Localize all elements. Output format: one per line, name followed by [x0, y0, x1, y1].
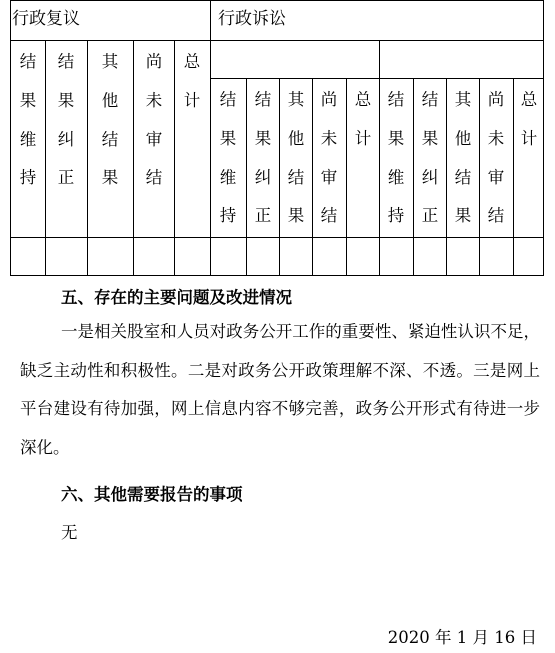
review-col-header [49, 43, 83, 198]
header-char: 正 [57, 168, 75, 188]
header-char: 果 [287, 206, 305, 226]
review-col-header [175, 43, 209, 121]
admin-review-header: 行政复议 [12, 9, 80, 29]
litigation-col-header [346, 81, 380, 159]
table-header-divider [10, 40, 544, 41]
header-char: 尚 [487, 90, 505, 109]
header-char: 其 [287, 90, 305, 109]
header-char: 尚 [320, 90, 338, 109]
header-char: 果 [454, 206, 472, 226]
header-char: 持 [19, 168, 37, 188]
header-char: 果 [19, 90, 37, 110]
litigation-col-header [413, 81, 447, 236]
header-char: 结 [421, 90, 439, 109]
admin-litigation-header: 行政诉讼 [218, 9, 286, 29]
litigation-col-header [211, 81, 245, 236]
litigation-col-header [446, 81, 480, 236]
review-col-header [93, 43, 127, 198]
litigation-col-header [279, 81, 313, 236]
header-char: 纠 [254, 167, 272, 187]
header-char: 正 [421, 206, 439, 226]
header-char: 果 [254, 128, 272, 148]
table-data-row-top [10, 237, 544, 238]
header-char: 审 [145, 129, 163, 149]
header-char: 他 [101, 90, 119, 110]
header-char: 尚 [145, 52, 163, 71]
header-char: 果 [421, 128, 439, 148]
header-char: 未 [320, 128, 338, 148]
header-char: 审 [487, 167, 505, 187]
header-char: 其 [454, 90, 472, 109]
header-char: 果 [57, 90, 75, 110]
litigation-col-header [479, 81, 513, 236]
table-col-line [133, 40, 134, 276]
header-char: 结 [454, 167, 472, 187]
header-char: 计 [354, 128, 372, 148]
table-border-bottom [10, 275, 544, 276]
header-char: 结 [219, 90, 237, 109]
header-char: 结 [145, 168, 163, 188]
section6-heading: 六、其他需要报告的事项 [61, 485, 243, 504]
table-col-line [87, 40, 88, 276]
section5-heading: 五、存在的主要问题及改进情况 [61, 288, 292, 307]
header-char: 结 [101, 129, 119, 149]
header-char: 计 [520, 128, 538, 148]
header-char: 结 [287, 167, 305, 187]
header-char: 其 [101, 52, 119, 71]
litigation-col-header [512, 81, 546, 159]
header-char: 维 [219, 167, 237, 187]
litigation-col-header [246, 81, 280, 236]
header-char: 计 [183, 90, 201, 110]
table-col-line [45, 40, 46, 276]
litigation-col-header [312, 81, 346, 236]
header-char: 结 [57, 52, 75, 71]
header-char: 持 [387, 206, 405, 226]
header-char: 审 [320, 167, 338, 187]
header-char: 果 [219, 128, 237, 148]
header-char: 他 [454, 128, 472, 148]
section5-paragraph: 一是相关股室和人员对政务公开工作的重要性、紧迫性认识不足，缺乏主动性和积极性。二是对政务公开政策理解不深、不透。三是网上平台建设有待加强，网上信息内容不够完善，政务公开形式有待进一步深化。 [20, 322, 540, 457]
section6-body: 无 [61, 523, 78, 542]
header-char: 总 [520, 90, 538, 109]
header-char: 果 [387, 128, 405, 148]
header-char: 纠 [421, 167, 439, 187]
header-char: 结 [387, 90, 405, 109]
header-char: 结 [254, 90, 272, 109]
header-char: 结 [320, 206, 338, 226]
table-border-top [10, 0, 544, 1]
header-char: 未 [487, 128, 505, 148]
header-char: 总 [183, 52, 201, 71]
header-char: 结 [487, 206, 505, 226]
header-char: 持 [219, 206, 237, 226]
litigation-group-divider [210, 78, 544, 79]
review-col-header [11, 43, 45, 198]
header-char: 纠 [57, 129, 75, 149]
header-char: 结 [19, 52, 37, 71]
header-char: 他 [287, 128, 305, 148]
header-char: 未 [145, 90, 163, 110]
header-char: 维 [387, 167, 405, 187]
litigation-col-header [379, 81, 413, 236]
report-date: 2020 年 1 月 16 日 [387, 628, 537, 647]
header-char: 总 [354, 90, 372, 109]
header-char: 正 [254, 206, 272, 226]
statistics-table [10, 0, 544, 276]
review-col-header [137, 43, 171, 198]
header-char: 维 [19, 129, 37, 149]
header-char: 果 [101, 168, 119, 188]
